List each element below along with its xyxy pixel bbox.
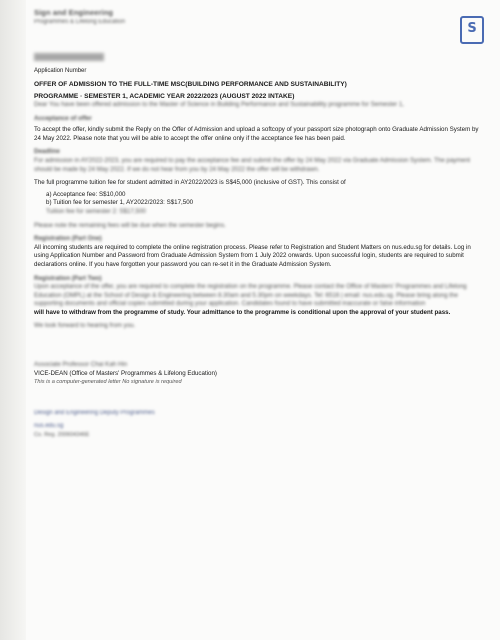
deadline-heading: Deadline [34, 148, 60, 156]
registration-part-two-warning: will have to withdraw from the programme of study. Your admittance to the programme is conditional upon the approval of your student pass. [34, 308, 451, 316]
university-logo-icon: S [460, 16, 484, 44]
recipient-block [34, 48, 486, 74]
intro-text: You have been offered admission to the Master of Science in Building Performance and Sustainability programme for Semester 1, [49, 101, 404, 108]
signatory-title: VICE-DEAN (Office of Masters' Programmes & Lifelong Education) [34, 369, 217, 377]
registration-part-two-heading: Registration (Part Two) [34, 274, 102, 282]
footer-registration: Co. Reg. 200604346E [34, 432, 90, 439]
registration-part-one-paragraph: All incoming students are required to complete the online registration process. Please refer to Registration and Student Matters on nus.edu.sg for details. Log in using Application Number and Password from Graduate Admission System from 1 July 2022 onwards. Upon successful login, students are required to submit declarations online. If you have forgotten your password you can re-set it in the Graduate Admission System. [34, 243, 471, 268]
deadline-paragraph: For admission in AY2022-2023, you are required to pay the acceptance fee and submit the offer by 24 May 2022 via Graduate Admission System. The payment should be made by 24 May 2022. If we do not hear from you by 24 May 2022 the offer will be withdrawn. [34, 156, 471, 173]
remaining-fee-paragraph: Please note the remaining fees will be due when the semester begins. [34, 221, 226, 229]
signature-note: This is a computer-generated letter No signature is required [34, 379, 182, 386]
offer-title-line2: PROGRAMME · SEMESTER 1, ACADEMIC YEAR 2022/2023 (AUGUST 2022 INTAKE) [34, 93, 295, 100]
signatory-name: Associate Professor Chai Kah Hin [34, 361, 128, 369]
offer-title-line1: OFFER OF ADMISSION TO THE FULL-TIME MSC(BUILDING PERFORMANCE AND SUSTAINABILITY) [34, 81, 347, 88]
closing-line: We look forward to hearing from you. [34, 322, 136, 330]
footer-website: nus.edu.sg [34, 423, 64, 430]
fee-item: b) Tuition fee for semester 1, AY2022/2023: S$17,500 [46, 199, 194, 207]
footer-department: Design and Engineering Deputy Programmes [34, 409, 155, 416]
salutation: Dear [34, 101, 48, 108]
accept-paragraph: To accept the offer, kindly submit the Reply on the Offer of Admission and upload a softcopy of your passport size photograph onto Graduate Admission System by 24 May 2022. Please note that you will be able to accept the offer online only if the acceptance fee has been paid. [34, 126, 479, 142]
application-number-label: Application Number [34, 68, 87, 74]
fee-item: Tuition fee for semester 2: S$17,500 [46, 207, 146, 215]
acceptance-heading: Acceptance of offer [34, 114, 92, 122]
fee-item: a) Acceptance fee: S$10,000 [46, 190, 126, 198]
fee-paragraph: The full programme tuition fee for student admitted in AY2022/2023 is S$45,000 (inclusive of GST). This consist of [34, 179, 346, 187]
page-fold-shadow [0, 0, 26, 640]
department-subtitle: Programmes & Lifelong Education [34, 19, 126, 25]
registration-part-two-paragraph: Upon acceptance of the offer, you are required to complete the registration on the programme. Please contact the Office of Masters' Programmes and Lifelong Education (OMPL) at the School of Design & Engineering between 8.30am and 5.30pm on weekdays. Tel: 6516 | email: nus.edu.sg. Please bring along the supporting documents and official copies submitted during your application. Candidates found to have submitted inaccurate or false information [34, 283, 467, 308]
department-name: Sign and Engineering [34, 8, 114, 17]
registration-part-one-heading: Registration (Part One) [34, 235, 102, 243]
letter-header [34, 8, 486, 48]
redacted-recipient [34, 53, 104, 61]
salutation-and-intro [34, 101, 486, 110]
